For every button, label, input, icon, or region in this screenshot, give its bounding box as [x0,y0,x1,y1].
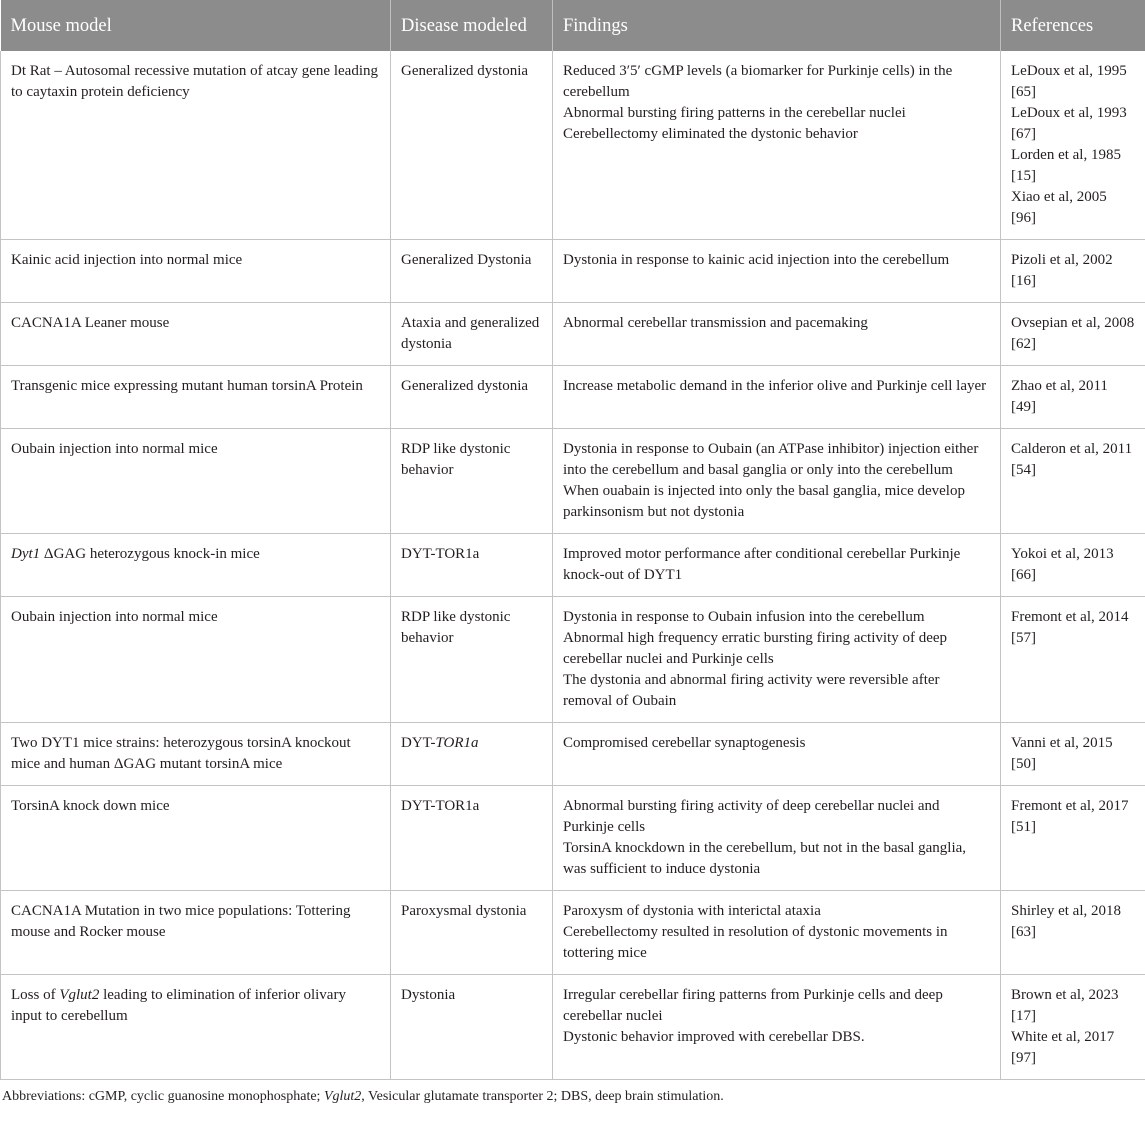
reference-line: Lorden et al, 1985 [15] [1011,147,1121,184]
finding-line: Cerebellectomy resulted in resolution of dystonic movements in tottering mice [563,924,948,961]
cell-references [1001,975,1145,1080]
finding-line: Dystonia in response to Oubain (an ATPase inhibitor) injection either into the cerebellum and basal ganglia or only into the cerebellum [563,441,979,478]
finding-line: When ouabain is injected into only the basal ganglia, mice develop parkinsonism but not dystonia [563,483,965,520]
reference-line: Xiao et al, 2005 [96] [1011,189,1107,226]
cell-mouse-model [1,303,391,366]
finding-line: Irregular cerebellar firing patterns from Purkinje cells and deep cerebellar nuclei [563,987,943,1024]
reference-line: Fremont et al, 2014 [57] [1011,609,1129,646]
cell-disease-modeled [391,51,553,240]
disease-text: Generalized dystonia [401,63,529,79]
finding-line: Compromised cerebellar synaptogenesis [563,735,806,751]
table-row [1,534,1145,597]
cell-disease-modeled [391,975,553,1080]
header-mouse-model: Mouse model [1,0,391,51]
table-row [1,51,1145,240]
finding-line: Abnormal bursting firing patterns in the cerebellar nuclei [563,105,906,121]
cell-references [1001,723,1145,786]
finding-line: Abnormal cerebellar transmission and pacemaking [563,315,868,331]
header-findings: Findings [553,0,1001,51]
disease-text: Paroxysmal dystonia [401,903,527,919]
finding-line: The dystonia and abnormal firing activity were reversible after removal of Oubain [563,672,940,709]
cell-mouse-model [1,975,391,1080]
cell-disease-modeled [391,429,553,534]
cell-references [1001,51,1145,240]
finding-line: TorsinA knockdown in the cerebellum, but not in the basal ganglia, was sufficient to induce dystonia [563,840,967,877]
finding-line: Increase metabolic demand in the inferior olive and Purkinje cell layer [563,378,987,394]
reference-line: Pizoli et al, 2002 [16] [1011,252,1113,289]
finding-line: Cerebellectomy eliminated the dystonic behavior [563,126,858,142]
model-text: CACNA1A Mutation in two mice populations: Tottering mouse and Rocker mouse [11,903,351,940]
finding-line: Improved motor performance after conditional cerebellar Purkinje knock-out of DYT1 [563,546,961,583]
header-row [1,0,1145,51]
model-text: CACNA1A Leaner mouse [11,315,170,331]
disease-text: Generalized dystonia [401,378,529,394]
disease-text: Dystonia [401,987,456,1003]
model-text: Transgenic mice expressing mutant human torsinA Protein [11,378,363,394]
finding-line: Paroxysm of dystonia with interictal ataxia [563,903,821,919]
cell-findings [553,303,1001,366]
cell-mouse-model [1,366,391,429]
cell-references [1001,891,1145,975]
table-row [1,786,1145,891]
cell-mouse-model [1,534,391,597]
cell-disease-modeled [391,366,553,429]
reference-line: LeDoux et al, 1993 [67] [1011,105,1127,142]
disease-text: Generalized Dystonia [401,252,532,268]
cell-mouse-model [1,240,391,303]
cell-mouse-model [1,891,391,975]
cell-disease-modeled [391,891,553,975]
table-row [1,240,1145,303]
cell-mouse-model [1,51,391,240]
model-gene-italic: Vglut2 [59,987,100,1003]
cell-findings [553,786,1001,891]
cell-findings [553,723,1001,786]
cell-findings [553,597,1001,723]
table-row [1,366,1145,429]
disease-text: DYT- [401,735,436,751]
footnote-pre: Abbreviations: cGMP, cyclic guanosine monophosphate; [2,1089,324,1104]
disease-text: RDP like dystonic behavior [401,609,511,646]
cell-findings [553,51,1001,240]
footnote-post: , Vesicular glutamate transporter 2; DBS, deep brain stimulation. [361,1089,724,1104]
model-text: Oubain injection into normal mice [11,441,218,457]
cell-disease-modeled [391,534,553,597]
table-row [1,597,1145,723]
finding-line: Abnormal high frequency erratic bursting firing activity of deep cerebellar nuclei and Purkinje cells [563,630,948,667]
finding-line: Dystonic behavior improved with cerebellar DBS. [563,1029,865,1045]
reference-line: White et al, 2017 [97] [1011,1029,1115,1066]
reference-line: Brown et al, 2023 [17] [1011,987,1119,1024]
cell-mouse-model [1,786,391,891]
cell-references [1001,240,1145,303]
disease-text: RDP like dystonic behavior [401,441,511,478]
cell-disease-modeled [391,723,553,786]
cell-findings [553,366,1001,429]
model-text: Oubain injection into normal mice [11,609,218,625]
cell-references [1001,366,1145,429]
model-gene-italic: Dyt1 [11,546,41,562]
table-body [1,51,1145,1080]
model-text: leading to elimination of inferior olivary input to cerebellum [11,987,346,1024]
header-references: References [1001,0,1145,51]
cell-references [1001,786,1145,891]
cell-disease-modeled [391,786,553,891]
model-text: Dt Rat – Autosomal recessive mutation of atcay gene leading to caytaxin protein deficiency [11,63,378,100]
disease-text: DYT-TOR1a [401,546,480,562]
finding-line: Dystonia in response to kainic acid injection into the cerebellum [563,252,950,268]
reference-line: LeDoux et al, 1995 [65] [1011,63,1127,100]
disease-text: Ataxia and generalized dystonia [401,315,540,352]
model-text: ΔGAG heterozygous knock-in mice [40,546,260,562]
cell-mouse-model [1,723,391,786]
cell-findings [553,429,1001,534]
reference-line: Ovsepian et al, 2008 [62] [1011,315,1135,352]
model-text-pre: Loss of [11,987,60,1003]
reference-line: Zhao et al, 2011 [49] [1011,378,1108,415]
disease-gene-italic: TOR1a [435,735,479,751]
table-row [1,429,1145,534]
cell-references [1001,597,1145,723]
model-text: Kainic acid injection into normal mice [11,252,243,268]
cell-references [1001,303,1145,366]
finding-line: Abnormal bursting firing activity of deep cerebellar nuclei and Purkinje cells [563,798,940,835]
cell-findings [553,240,1001,303]
cell-findings [553,534,1001,597]
finding-line: Reduced 3′5′ cGMP levels (a biomarker for Purkinje cells) in the cerebellum [563,63,953,100]
cell-references [1001,534,1145,597]
table-row [1,975,1145,1080]
header-disease-modeled: Disease modeled [391,0,553,51]
reference-line: Calderon et al, 2011 [54] [1011,441,1133,478]
reference-line: Shirley et al, 2018 [63] [1011,903,1121,940]
cell-mouse-model [1,597,391,723]
table-row [1,723,1145,786]
reference-line: Vanni et al, 2015 [50] [1011,735,1113,772]
table-row [1,891,1145,975]
cell-findings [553,891,1001,975]
reference-line: Fremont et al, 2017 [51] [1011,798,1129,835]
cell-disease-modeled [391,303,553,366]
footnote-italic: Vglut2 [323,1089,362,1104]
cell-findings [553,975,1001,1080]
table-row [1,303,1145,366]
model-text: Two DYT1 mice strains: heterozygous torsinA knockout mice and human ΔGAG mutant torsinA mice [11,735,351,772]
cell-disease-modeled [391,597,553,723]
model-text: TorsinA knock down mice [11,798,170,814]
cell-disease-modeled [391,240,553,303]
table-header [1,0,1145,51]
cell-references [1001,429,1145,534]
finding-line: Dystonia in response to Oubain infusion into the cerebellum [563,609,925,625]
reference-line: Yokoi et al, 2013 [66] [1011,546,1114,583]
table-footnote [0,1080,1145,1106]
cell-mouse-model [1,429,391,534]
disease-text: DYT-TOR1a [401,798,480,814]
